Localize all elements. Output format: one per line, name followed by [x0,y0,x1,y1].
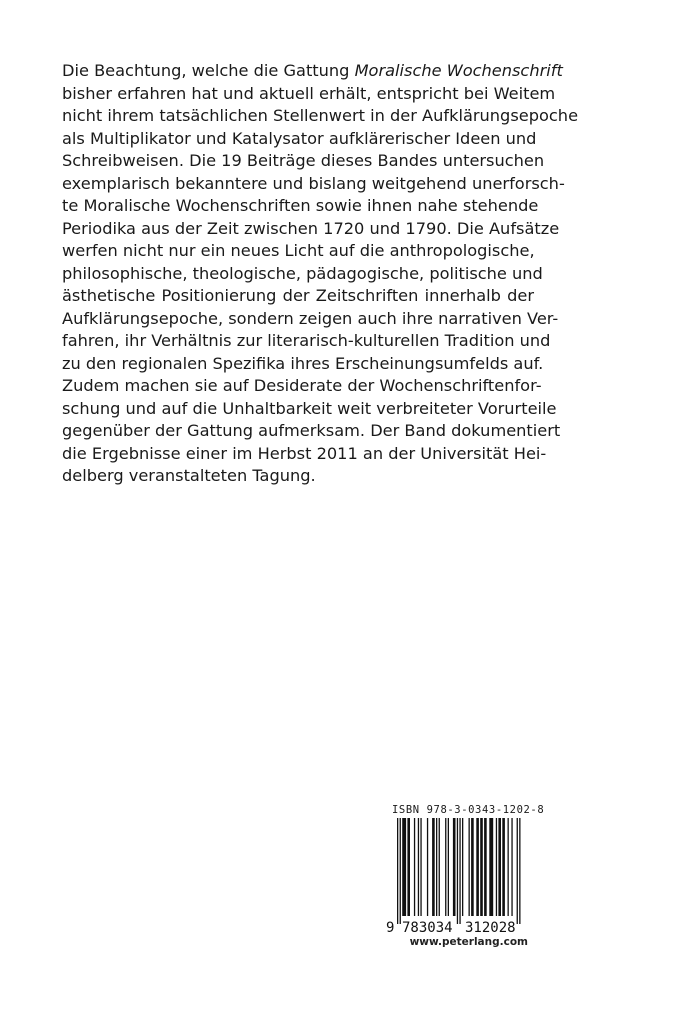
barcode-guard-bar [517,818,518,924]
blurb-line: Aufklärungsepoche, sondern zeigen auch ihre narrativen Ver- [62,308,559,328]
blurb-line: gegenüber der Gattung aufmerksam. Der Band dokumentiert [62,421,561,440]
barcode-guard-bar [400,818,401,924]
barcode-bars [397,818,521,924]
blurb-line: Zudem machen sie auf Desiderate der Wochenschriftenfor- [62,376,542,395]
barcode-guard-bar [397,818,398,924]
blurb-line: die Ergebnisse einer im Herbst 2011 an der Universität Hei- [62,443,547,463]
barcode-guard-bar [459,818,460,924]
barcode-bar [418,818,419,916]
isbn-barcode-block [386,804,545,936]
barcode-bar [445,818,446,916]
barcode-bar [498,818,501,916]
blurb-line: te Moralische Wochenschriften sowie ihnen nahe stehende [62,196,539,215]
barcode-digits-right: 312028 [465,920,516,936]
barcode-bar [496,818,497,916]
blurb-line: zu den regionalen Spezifika ihres Erscheinungsumfelds auf. [62,353,544,373]
publisher-url[interactable]: www.peterlang.com [409,936,528,948]
barcode-bar [511,818,512,916]
barcode-graphic [386,818,534,936]
blurb-line: ästhetische Positionierung der Zeitschriften innerhalb der [62,286,534,305]
barcode-bar [420,818,421,916]
barcode-bar [508,818,509,916]
barcode-bar [480,818,483,916]
blurb-line: philosophische, theologische, pädagogische, politische und [62,263,543,283]
blurb-line: Periodika aus der Zeit zwischen 1720 und 1790. Die Aufsätze [62,218,560,238]
barcode-bar [471,818,474,916]
barcode-bar [448,818,449,916]
isbn-label: ISBN 978-3-0343-1202-8 [392,804,545,816]
blurb-line: fahren, ihr Verhältnis zur literarisch-kulturellen Tradition und [62,331,551,350]
barcode-bar [453,818,456,916]
barcode-bar [462,818,463,916]
blurb-line: Die Beachtung, welche die Gattung Moralische Wochenschrift [62,61,563,80]
blurb-line: Schreibweisen. Die 19 Beiträge dieses Bandes untersuchen [62,151,545,170]
barcode-bar [489,818,493,916]
blurb-line: werfen nicht nur ein neues Licht auf die anthropologische, [62,241,535,260]
blurb-line: als Multiplikator und Katalysator aufklärerischer Ideen und [62,128,537,148]
barcode-bar [427,818,428,916]
genre-title: Moralische Wochenschrift [354,61,563,80]
barcode-bar [407,818,410,916]
barcode-bar [476,818,479,916]
barcode-guard-bar [519,818,520,924]
blurb-line: bisher erfahren hat und aktuell erhält, entspricht bei Weitem [62,83,556,103]
barcode-bar [402,818,406,916]
barcode-bar [469,818,470,916]
barcode-guard-bar [457,818,458,924]
blurb-line: exemplarisch bekanntere und bislang weitgehend unerforsch- [62,173,565,193]
barcode-bar [502,818,505,916]
blurb-text [62,60,579,488]
barcode-bar [432,818,435,916]
barcode-bar [436,818,437,916]
barcode-digit-first: 9 [386,920,395,936]
blurb-line: nicht ihrem tatsächlichen Stellenwert in der Aufklärungsepoche [62,106,579,125]
barcode-bar [414,818,415,916]
blurb-line: schung und auf die Unhaltbarkeit weit verbreiteter Vorurteile [62,398,557,418]
blurb-line: delberg veranstalteten Tagung. [62,466,316,485]
barcode-digits-left: 783034 [402,920,453,936]
barcode-bar [439,818,440,916]
barcode-bar [484,818,487,916]
